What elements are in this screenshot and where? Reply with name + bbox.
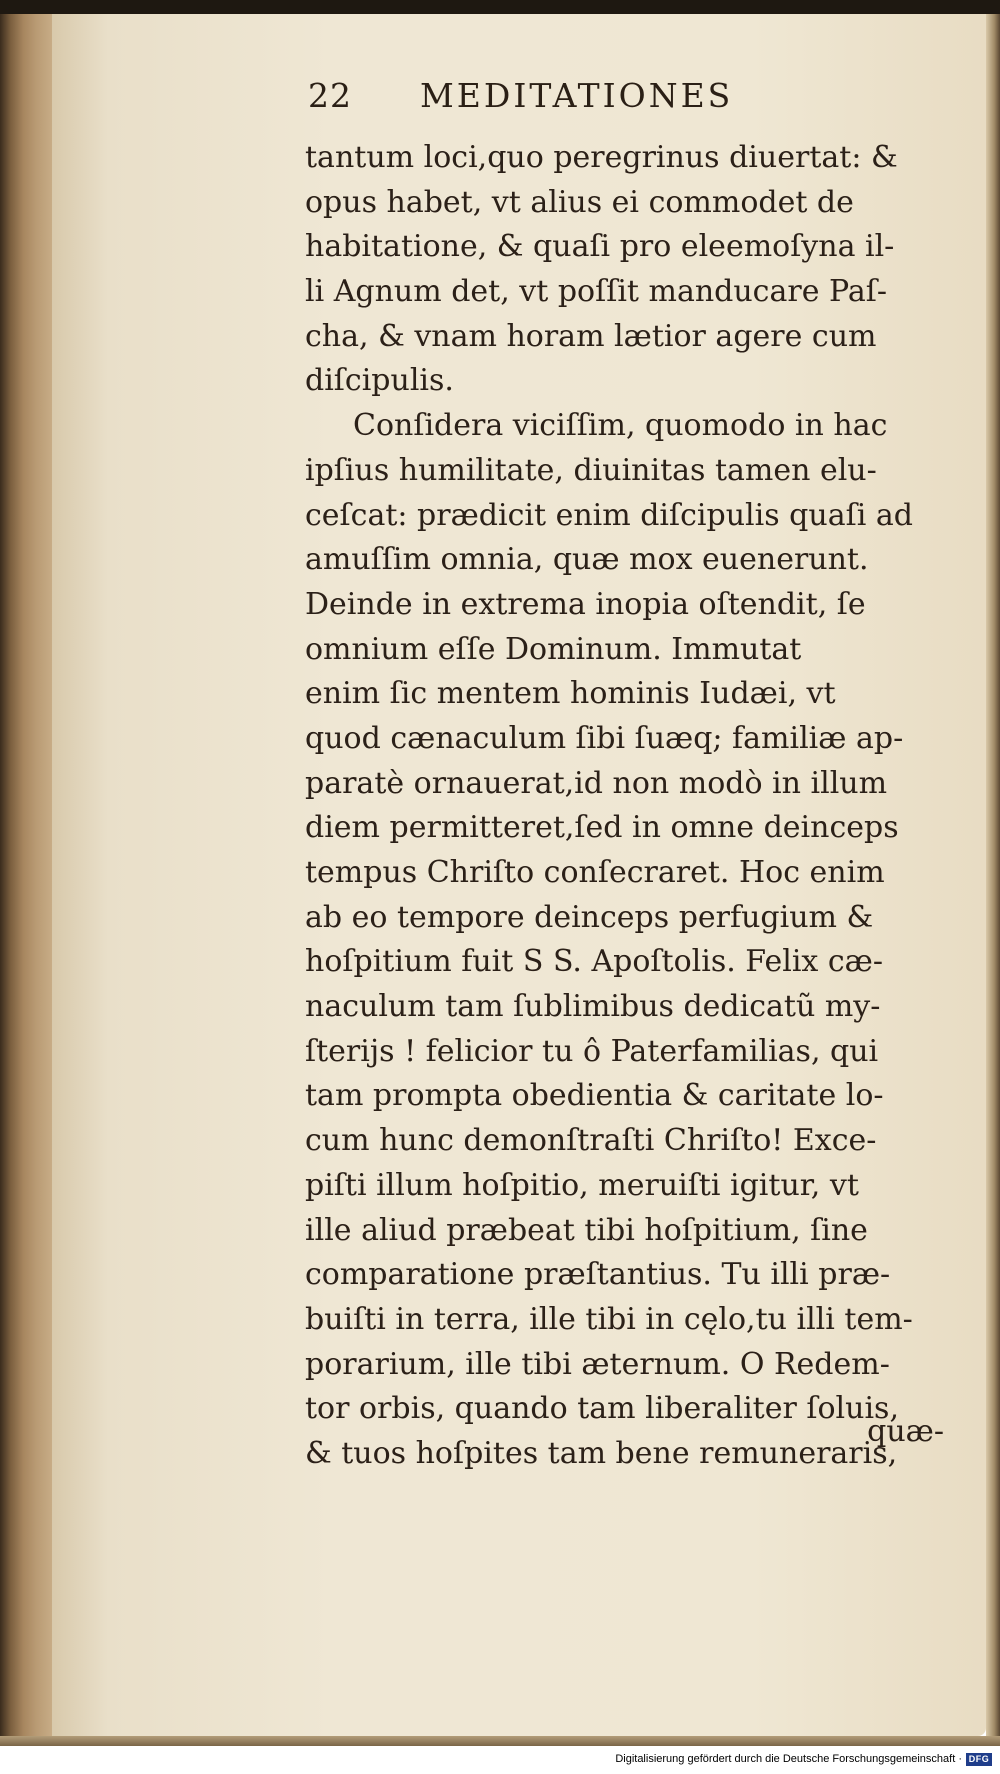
text-line: habitatione, & quaſi pro eleemoſyna il-: [305, 229, 895, 265]
text-line: comparatione præſtantius. Tu illi præ-: [305, 1257, 891, 1293]
text-line: tam prompta obedientia & caritate lo-: [305, 1078, 884, 1114]
text-line: opus habet, vt alius ei commodet de: [305, 184, 854, 220]
page-header: [308, 76, 828, 124]
book-binding-edge: [0, 14, 52, 1744]
text-line: Conſidera viciſſim, quomodo in hac: [353, 408, 888, 444]
catchword: quæ-: [867, 1414, 944, 1449]
text-line: ſterijs ! felicior tu ô Paterfamilias, qui: [305, 1033, 879, 1069]
text-line: enim ſic mentem hominis Iudæi, vt: [305, 676, 836, 712]
text-line: ipſius humilitate, diuinitas tamen elu-: [305, 452, 877, 488]
text-line: & tuos hoſpites tam bene remuneraris,: [305, 1435, 898, 1471]
text-line: cha, & vnam horam lætior agere cum: [305, 318, 877, 354]
text-line: paratè ornauerat,id non modò in illum: [305, 765, 888, 801]
page-number: 22: [308, 76, 352, 115]
dfg-logo: DFG: [966, 1753, 992, 1766]
text-line: omnium eſſe Dominum. Immutat: [305, 631, 802, 667]
text-line: amuſſim omnia, quæ mox euenerunt.: [305, 542, 869, 578]
scan-top-shadow: [0, 0, 1000, 14]
text-line: diſcipulis.: [305, 363, 454, 399]
text-line: ceſcat: prædicit enim diſcipulis quaſi ad: [305, 497, 913, 533]
text-line: tor orbis, quando tam liberaliter ſoluis,: [305, 1391, 899, 1427]
text-line: tantum loci,quo peregrinus diuertat: &: [305, 140, 898, 175]
text-line: ab eo tempore deinceps perfugium &: [305, 899, 874, 935]
text-line: Deinde in extrema inopia oſtendit, ſe: [305, 586, 866, 622]
text-line: buiſti in terra, ille tibi in cęlo,tu illi tem-: [305, 1301, 913, 1337]
text-line: ille aliud præbeat tibi hoſpitium, ſine: [305, 1212, 868, 1248]
text-line: porarium, ille tibi æternum. O Redem-: [305, 1346, 890, 1382]
page-bottom-edge: [0, 1736, 1000, 1746]
text-line: hoſpitium fuit S S. Apoſtolis. Felix cæ-: [305, 944, 884, 980]
footer-credit: Digitalisierung gefördert durch die Deutsche Forschungsgemeinschaft ·: [615, 1753, 962, 1765]
text-line: piſti illum hoſpitio, meruiſti igitur, vt: [305, 1167, 859, 1203]
body-text: [305, 136, 945, 1477]
footer-bar: [0, 1746, 1000, 1774]
text-line: cum hunc demonſtraſti Chriſto! Exce-: [305, 1123, 877, 1159]
running-title: MEDITATIONES: [420, 76, 734, 115]
text-line: diem permitteret,ſed in omne deinceps: [305, 810, 899, 846]
page-right-edge: [986, 14, 1000, 1744]
text-line: tempus Chriſto conſecraret. Hoc enim: [305, 855, 885, 890]
text-line: li Agnum det, vt poſſit manducare Paſ-: [305, 274, 887, 310]
text-line: quod cænaculum ſibi ſuæq; familiæ ap-: [305, 720, 904, 756]
text-line: naculum tam ſublimibus dedicatũ my-: [305, 989, 881, 1025]
